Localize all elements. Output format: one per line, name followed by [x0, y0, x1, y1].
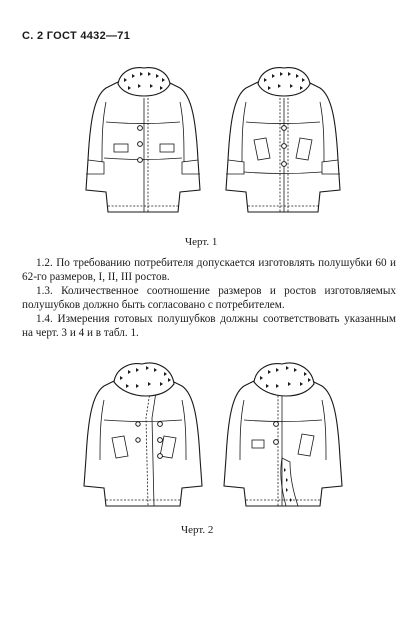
- coat-front-view-alt: [226, 68, 340, 212]
- coat-open-view: [224, 363, 342, 506]
- paragraph-1-2: 1.2. По требованию потребителя допускается изготовлять полушубки 60 и 62-го размеров, I, II, III ростов.: [22, 257, 396, 283]
- figure-2-caption: Черт. 2: [181, 524, 214, 536]
- coat-double-breasted-view: [84, 363, 202, 506]
- page-header: С. 2 ГОСТ 4432—71: [22, 30, 131, 42]
- figure-2: [80, 358, 350, 518]
- body-text: [22, 256, 396, 340]
- figure-1: [80, 62, 350, 222]
- figure-1-caption: Черт. 1: [185, 236, 218, 248]
- paragraph-1-3: 1.3. Количественное соотношение размеров и ростов изготовляемых полушубков должно быть согласовано с потребителем.: [22, 285, 396, 311]
- coat-front-view: [86, 68, 200, 212]
- paragraph-1-4: 1.4. Измерения готовых полушубков должны соответствовать указанным на черт. 3 и 4 и в табл. 1.: [22, 313, 396, 339]
